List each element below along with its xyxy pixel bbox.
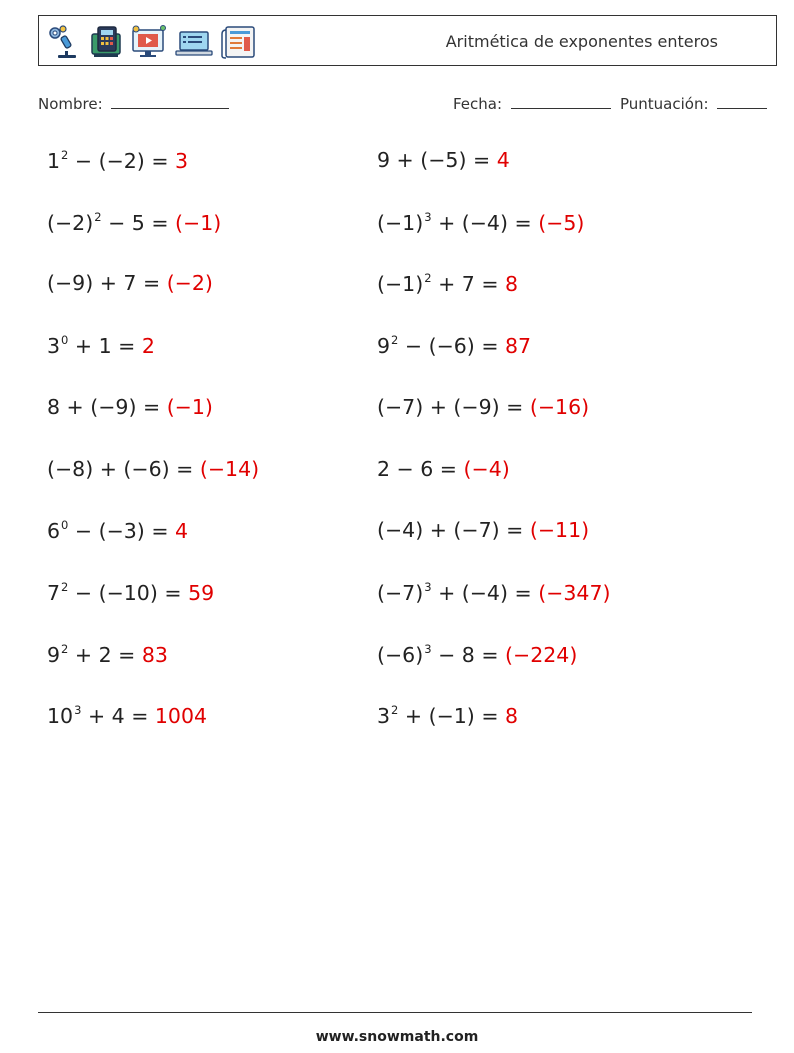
problem-rest: + 2 =: [68, 642, 142, 667]
calculator-icon: [88, 24, 124, 60]
problem-rest: − (−2) =: [68, 149, 176, 173]
problem-answer: (−5): [538, 210, 585, 235]
problem-base: 6: [47, 519, 61, 544]
problem-base: 10: [47, 704, 74, 729]
footer-divider: [38, 1012, 752, 1013]
problem-p20: [377, 703, 518, 728]
problem-p12: [377, 457, 510, 481]
problem-exponent: 2: [391, 703, 399, 718]
laptop-icon: [174, 24, 214, 60]
problem-answer: 8: [505, 704, 519, 729]
problem-answer: (−14): [199, 456, 260, 481]
problem-rest: − 8 =: [431, 642, 506, 667]
score-label: Puntuación:: [620, 95, 709, 113]
worksheet-header: [38, 15, 777, 66]
problem-answer: 87: [505, 334, 532, 359]
problem-answer: 8: [505, 272, 519, 297]
problem-answer: (−1): [175, 210, 222, 235]
problem-p7: [47, 333, 155, 358]
problem-p2: [377, 148, 510, 172]
problem-exponent: 3: [424, 209, 432, 224]
problem-answer: 3: [175, 149, 189, 173]
problem-rest: − (−6) =: [398, 334, 506, 359]
problem-answer: 4: [496, 148, 510, 172]
problem-p17: [47, 642, 168, 667]
problem-base: (−9) + 7 =: [47, 271, 167, 296]
problem-base: (−8) + (−6) =: [47, 456, 200, 481]
problem-exponent: 3: [424, 579, 432, 594]
problem-answer: 1004: [154, 704, 208, 729]
problem-exponent: 2: [61, 148, 69, 162]
problem-answer: (−347): [538, 580, 611, 605]
date-blank: [511, 94, 611, 109]
problem-base: (−4) + (−7) =: [377, 518, 530, 543]
problem-p5: [47, 271, 213, 295]
problem-exponent: 0: [61, 333, 69, 348]
date-field: [453, 94, 611, 113]
problem-answer: 59: [188, 580, 215, 605]
problem-rest: + (−4) =: [431, 210, 539, 235]
problem-exponent: 2: [391, 333, 399, 348]
name-blank: [111, 94, 229, 109]
problem-rest: + (−4) =: [431, 580, 539, 605]
problem-base: (−6): [377, 642, 424, 667]
problem-p16: [377, 580, 611, 605]
problem-answer: 2: [141, 334, 155, 359]
problem-base: (−7) + (−9) =: [377, 394, 530, 419]
problem-p4: [377, 210, 584, 235]
date-label: Fecha:: [453, 95, 503, 113]
problem-answer: (−16): [529, 394, 590, 419]
problem-exponent: 0: [61, 518, 69, 533]
problem-base: 9: [47, 642, 61, 667]
problem-answer: 83: [141, 642, 168, 667]
name-field: [38, 94, 229, 113]
problem-exponent: 2: [94, 209, 102, 224]
worksheet-title: Aritmética de exponentes enteros: [445, 32, 718, 51]
problem-base: 7: [47, 580, 61, 605]
problem-p10: [377, 395, 589, 419]
name-label: Nombre:: [38, 95, 103, 113]
problem-rest: + 4 =: [81, 704, 155, 729]
score-blank: [717, 94, 767, 109]
problem-base: (−1): [377, 272, 424, 297]
problem-rest: − (−10) =: [68, 580, 189, 605]
problem-rest: − 5 =: [101, 210, 176, 235]
microscope-gears-icon: [46, 24, 82, 60]
problem-base: 9: [377, 334, 391, 359]
problem-rest: + 1 =: [68, 334, 142, 359]
problem-rest: − (−3) =: [68, 519, 176, 544]
problem-answer: (−2): [166, 271, 213, 296]
problem-p18: [377, 642, 577, 667]
problem-p15: [47, 580, 214, 605]
problem-answer: (−224): [505, 642, 578, 667]
problem-p19: [47, 703, 207, 728]
problem-base: (−2): [47, 210, 94, 235]
problem-answer: (−11): [529, 518, 590, 543]
problem-base: (−7): [377, 580, 424, 605]
problem-base: 3: [377, 704, 391, 729]
problem-base: 3: [47, 334, 61, 359]
problem-answer: 4: [175, 519, 189, 544]
problem-exponent: 2: [61, 579, 69, 594]
problem-p11: [47, 457, 259, 481]
problem-p1: [47, 148, 188, 173]
problem-base: (−1): [377, 210, 424, 235]
problem-p14: [377, 518, 589, 542]
problem-p8: [377, 333, 531, 358]
problem-p13: [47, 518, 188, 543]
problem-p9: [47, 395, 213, 419]
video-monitor-icon: [130, 24, 168, 60]
problem-exponent: 2: [61, 641, 69, 656]
problem-base: 8 + (−9) =: [47, 394, 167, 419]
problem-answer: (−4): [463, 456, 510, 481]
problem-base: 2 − 6 =: [377, 456, 464, 481]
footer-url: www.snowmath.com: [315, 1029, 479, 1045]
problem-answer: (−1): [166, 394, 213, 419]
problem-p6: [377, 271, 518, 296]
score-field: [620, 94, 767, 113]
report-icon: [220, 24, 258, 60]
problem-rest: + (−1) =: [398, 704, 506, 729]
problem-base: 1: [47, 149, 61, 173]
header-icons: [46, 23, 258, 61]
problem-rest: + 7 =: [431, 272, 506, 297]
problem-base: 9 + (−5) =: [377, 148, 497, 172]
problem-p3: [47, 210, 221, 235]
problem-exponent: 2: [424, 271, 432, 286]
problem-exponent: 3: [424, 641, 432, 656]
problem-exponent: 3: [74, 703, 82, 718]
